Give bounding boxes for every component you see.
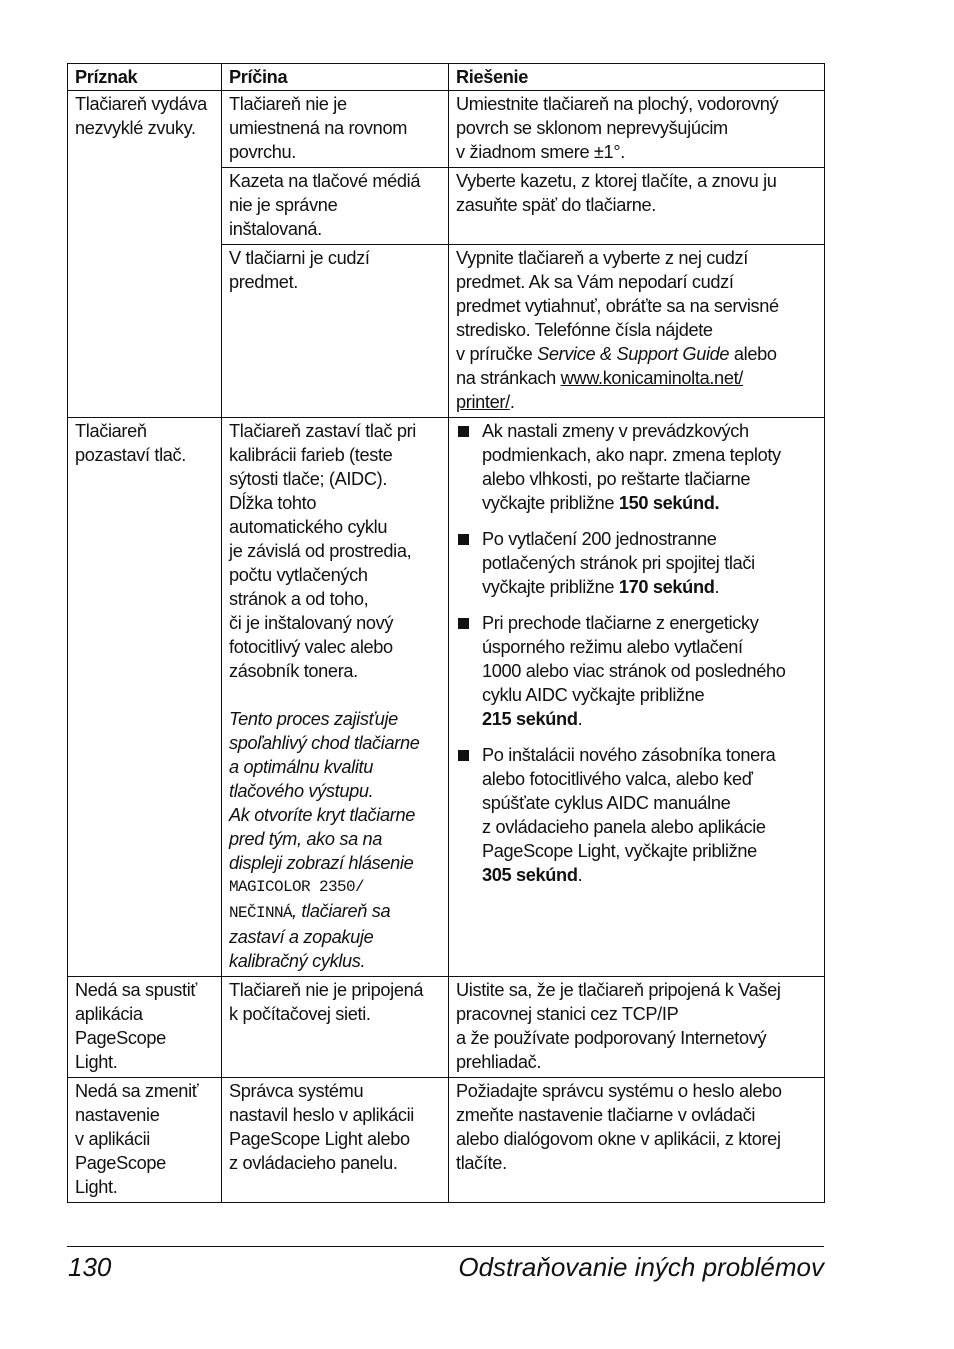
troubleshooting-table xyxy=(67,63,825,1203)
table-row xyxy=(68,1078,825,1203)
cause-cell: Tlačiareň nie je pripojená k počítačovej sieti. xyxy=(222,977,449,1078)
square-bullet-icon xyxy=(458,618,469,629)
solution-cell: Požiadajte správcu systému o heslo alebo zmeňte nastavenie tlačiarne v ovládači alebo dialógovom okne v aplikácii, z ktorej tlačíte. xyxy=(449,1078,825,1203)
table-row xyxy=(68,977,825,1078)
cause-cell: Tlačiareň zastaví tlač pri kalibrácii farieb (teste sýtosti tlače; (AIDC). Dĺžka tohto automatického cyklu je závislá od prostredia, počtu vytlačených stránok a od toho, či je inštalovaný nový fotocitlivý valec alebo zásobník tonera. Tento proces zajisťuje spoľahlivý chod tlačiarne a optimálnu kvalitu tlačového výstupu. Ak otvoríte kryt tlačiarne pred tým, ako sa na displeji zobrazí hlásenie MAGICOLOR 2350/ NEČINNÁ, tlačiareň sa zastaví a zopakuje kalibračný cyklus. xyxy=(222,418,449,977)
cause-cell: Tlačiareň nie je umiestnená na rovnom povrchu. xyxy=(222,91,449,168)
display-message: NEČINNÁ xyxy=(229,904,293,922)
square-bullet-icon xyxy=(458,534,469,545)
list-item: Pri prechode tlačiarne z energeticky úsporného režimu alebo vytlačení 1000 alebo viac stránok od posledného cyklu AIDC vyčkajte približne 215 sekúnd. xyxy=(456,611,822,731)
solution-cell: Vyberte kazetu, z ktorej tlačíte, a znovu ju zasuňte späť do tlačiarne. xyxy=(449,168,825,245)
support-url-link[interactable]: printer/ xyxy=(456,392,510,412)
symptom-cell: Nedá sa zmeniť nastavenie v aplikácii PageScope Light. xyxy=(68,1078,222,1203)
list-item: Po inštalácii nového zásobníka tonera alebo fotocitlivého valca, alebo keď spúšťate cyklus AIDC manuálne z ovládacieho panela alebo aplikácie PageScope Light, vyčkajte približne 305 sekúnd. xyxy=(456,743,822,887)
guide-title: Service & Support Guide xyxy=(537,344,730,364)
header-symptom: Príznak xyxy=(68,64,222,91)
cause-cell: Kazeta na tlačové médiá nie je správne inštalovaná. xyxy=(222,168,449,245)
table-header-row xyxy=(68,64,825,91)
header-cause: Príčina xyxy=(222,64,449,91)
footer-divider xyxy=(67,1246,824,1247)
list-item: Ak nastali zmeny v prevádzkových podmienkach, ako napr. zmena teploty alebo vlhkosti, po reštarte tlačiarne vyčkajte približne 150 sekúnd. xyxy=(456,419,822,515)
symptom-cell: Nedá sa spustiť aplikácia PageScope Light. xyxy=(68,977,222,1078)
chapter-title: Odstraňovanie iných problémov xyxy=(458,1252,824,1282)
solution-cell: Uistite sa, že je tlačiareň pripojená k Vašej pracovnej stanici cez TCP/IP a že používate podporovaný Internetový prehliadač. xyxy=(449,977,825,1078)
support-url-link[interactable]: www.konicaminolta.net/ xyxy=(560,368,743,388)
header-solution: Riešenie xyxy=(449,64,825,91)
cause-cell: V tlačiarni je cudzí predmet. xyxy=(222,245,449,418)
square-bullet-icon xyxy=(458,426,469,437)
cause-cell: Správca systému nastavil heslo v aplikácii PageScope Light alebo z ovládacieho panelu. xyxy=(222,1078,449,1203)
list-item: Po vytlačení 200 jednostranne potlačených stránok pri spojitej tlači vyčkajte približne 170 sekúnd. xyxy=(456,527,822,599)
symptom-cell: Tlačiareň vydáva nezvyklé zvuky. xyxy=(68,91,222,418)
solution-cell: Vypnite tlačiareň a vyberte z nej cudzí predmet. Ak sa Vám nepodarí cudzí predmet vytiahnuť, obráťte sa na servisné stredisko. Telefónne čísla nájdete v príručke Service & Support Guide alebo na stránkach www.konicaminolta.net/ printer/. xyxy=(449,245,825,418)
solution-cell xyxy=(449,418,825,977)
table-row xyxy=(68,91,825,168)
table-row xyxy=(68,418,825,977)
symptom-cell: Tlačiareň pozastaví tlač. xyxy=(68,418,222,977)
display-message: MAGICOLOR 2350/ xyxy=(229,878,365,896)
square-bullet-icon xyxy=(458,750,469,761)
page-number: 130 xyxy=(68,1252,112,1282)
solution-cell: Umiestnite tlačiareň na plochý, vodorovný povrch se sklonom neprevyšujúcim v žiadnom smere ±1°. xyxy=(449,91,825,168)
